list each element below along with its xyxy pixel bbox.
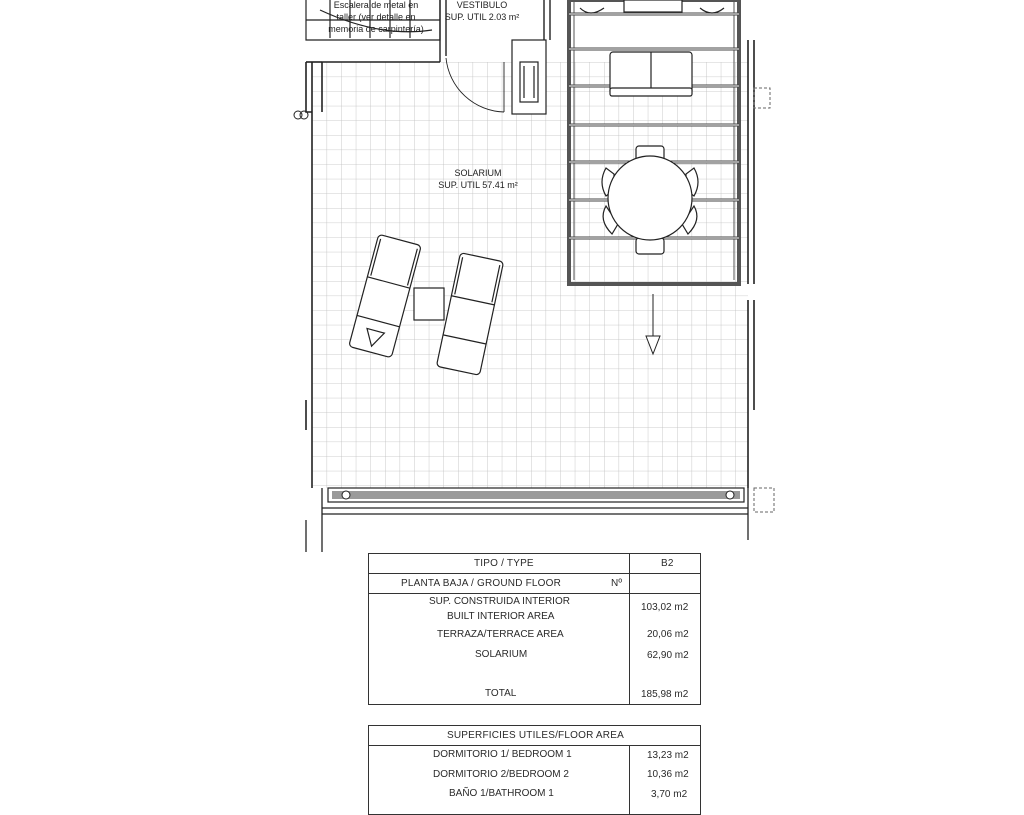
side-table (414, 288, 444, 320)
bathroom-1-label: BAÑO 1/BATHROOM 1 (449, 788, 554, 799)
number-label: Nº (611, 578, 623, 589)
bathroom-1-value: 3,70 m2 (651, 789, 688, 800)
type-value: B2 (661, 558, 674, 569)
bedroom-2-label: DORMITORIO 2/BEDROOM 2 (433, 769, 569, 780)
bedroom-1-value: 13,23 m2 (647, 750, 689, 761)
summary-table (368, 553, 701, 705)
solarium-area: SUP. UTIL 57.41 m² (438, 180, 518, 190)
built-area-label-1: SUP. CONSTRUIDA INTERIOR (429, 596, 570, 607)
type-label: TIPO / TYPE (474, 558, 534, 569)
drainage-channel (328, 488, 744, 502)
vestibule-name: VESTIBULO (456, 0, 508, 10)
floor-area-table (368, 725, 701, 815)
floor-row (369, 574, 700, 594)
solarium-area-value: 62,90 m2 (647, 650, 689, 661)
bedroom-2-value: 10,36 m2 (647, 769, 689, 780)
total-value: 185,98 m2 (641, 689, 689, 700)
terrace-area-value: 20,06 m2 (647, 629, 689, 640)
stair-note-line-2: taller (ver detalle en (336, 12, 416, 22)
terrace-area-label: TERRAZA/TERRACE AREA (437, 629, 564, 640)
type-row (369, 554, 700, 574)
value-column-divider (629, 554, 630, 704)
solarium-name: SOLARIUM (454, 168, 502, 178)
stair-note-line-3: memoria de carpintería) (328, 24, 424, 34)
dashed-markers (754, 88, 774, 512)
vestibule-area: SUP. UTIL 2.03 m² (444, 12, 520, 22)
floor-area-divider (629, 746, 630, 814)
total-label: TOTAL (485, 688, 517, 699)
duct (512, 40, 546, 114)
solarium-area-label: SOLARIUM (475, 649, 528, 660)
sofa (610, 52, 692, 96)
floor-area-header-row (369, 726, 700, 746)
floor-area-header: SUPERFICIES UTILES/FLOOR AREA (447, 730, 624, 741)
stair-note-line-1: Escalera de metal en (333, 0, 419, 10)
built-area-value: 103,02 m2 (641, 602, 689, 613)
bedroom-1-label: DORMITORIO 1/ BEDROOM 1 (433, 749, 572, 760)
built-area-label-2: BUILT INTERIOR AREA (447, 611, 555, 622)
floor-label: PLANTA BAJA / GROUND FLOOR (401, 578, 562, 589)
